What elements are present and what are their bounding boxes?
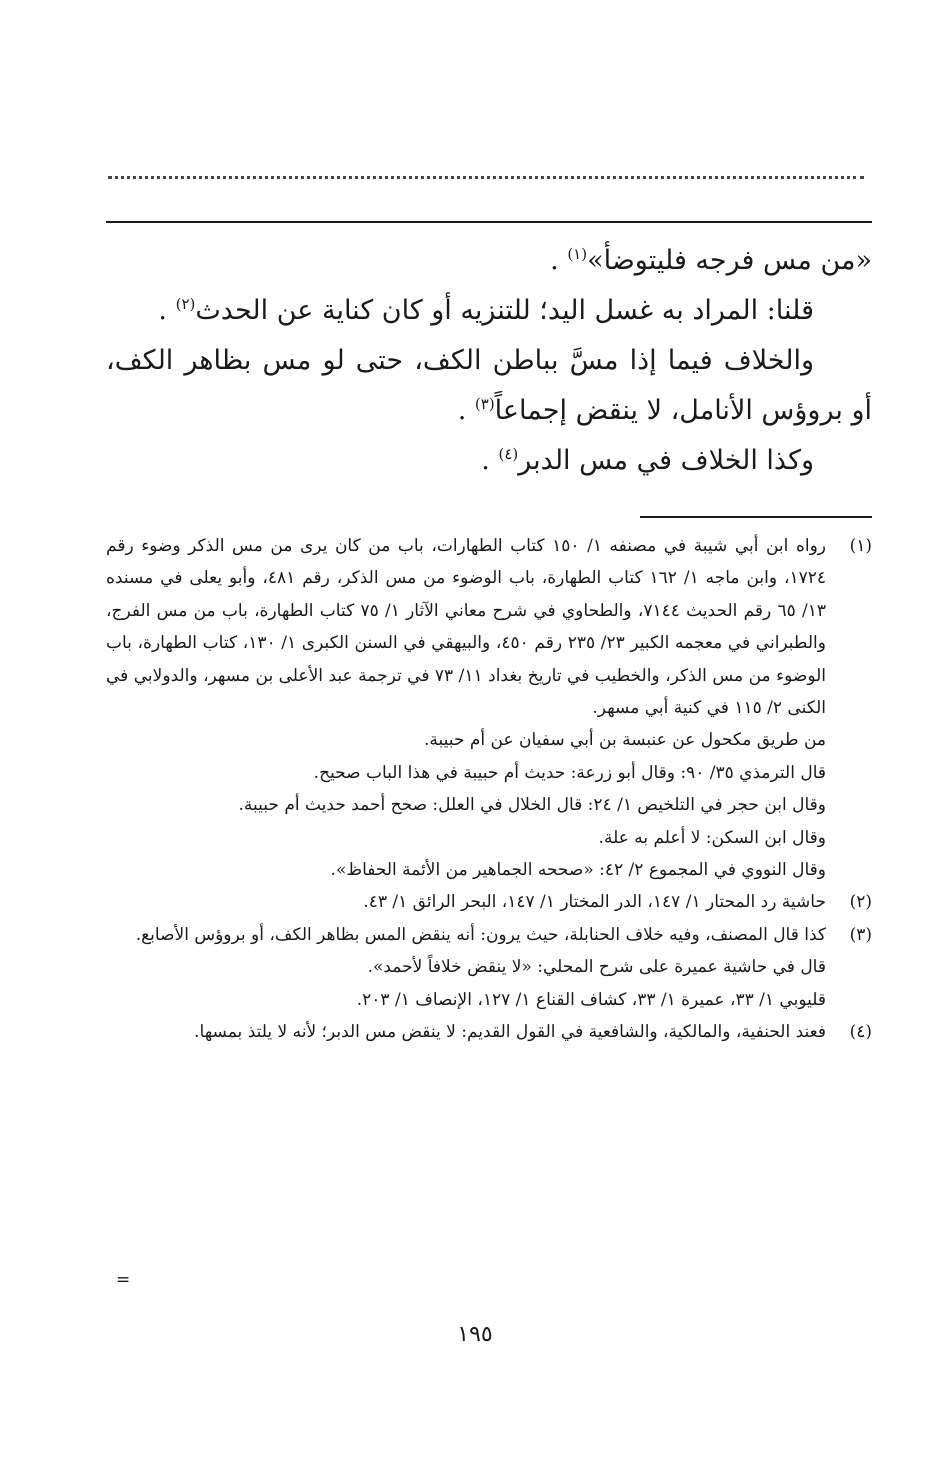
dotted-separator	[108, 176, 864, 179]
header-rule	[106, 221, 872, 223]
footnote-1	[106, 530, 872, 886]
footnote-number: (٢)	[849, 892, 872, 913]
footnote-rule	[640, 516, 872, 518]
footnote-line: حاشية رد المحتار ١/ ١٤٧، الدر المختار ١/ ١٤٧، البحر الرائق ١/ ٤٣.	[363, 892, 826, 913]
footnote-body	[106, 919, 826, 1016]
footnote-line: قال في حاشية عميرة على شرح المحلي: «لا ينقض خلافاً لأحمد».	[367, 957, 826, 978]
footnote-ref-2[interactable]: (٢)	[175, 295, 196, 313]
main-text	[106, 236, 872, 486]
footnote-3	[106, 919, 872, 1016]
footnote-line: قليوبي ١/ ٣٣، عميرة ١/ ٣٣، كشاف القناع ١/ ١٢٧، الإنصاف ١/ ٢٠٣.	[356, 989, 826, 1010]
footnote-line: كذا قال المصنف، وفيه خلاف الحنابلة، حيث يرون: أنه ينقض المس بظاهر الكف، أو بروؤس الأصابع.	[135, 924, 826, 945]
footnote-line: وقال النووي في المجموع ٢/ ٤٢: «صححه الجماهير من الأئمة الحفاظ».	[330, 860, 826, 881]
main-paragraph-3: والخلاف فيما إذا مسَّ بباطن الكف، حتى لو مس بظاهر الكف، أو بروؤس الأنامل، لا ينقض إجماعاً$^{(٣)}$ .	[106, 345, 872, 426]
footnote-number: (٤)	[849, 1022, 872, 1043]
footnote-body	[106, 1016, 826, 1048]
footnote-line: من طريق مكحول عن عنبسة بن أبي سفيان عن أم حبيبة.	[424, 730, 826, 751]
page-number: ١٩٥	[457, 1322, 493, 1347]
footnote-line: قال الترمذي ٣٥/ ٩٠: وقال أبو زرعة: حديث أم حبيبة في هذا الباب صحيح.	[313, 762, 826, 783]
continuation-mark: =	[116, 1270, 131, 1290]
main-paragraph-4: وكذا الخلاف في مس الدبر$^{(٤)}$ .	[481, 445, 814, 476]
footnote-body	[106, 530, 826, 886]
footnote-ref-1[interactable]: (١)	[567, 245, 588, 263]
footnote-2	[106, 886, 872, 918]
main-paragraph-1: «من مس فرجه فليتوضأ»$^{(١)}$ .	[550, 245, 872, 276]
footnote-ref-3[interactable]: (٣)	[474, 395, 495, 413]
footnote-4	[106, 1016, 872, 1048]
footnotes	[106, 530, 872, 1049]
footnote-line: وقال ابن السكن: لا أعلم به علة.	[598, 827, 826, 848]
footnote-line: وقال ابن حجر في التلخيص ١/ ٢٤: قال الخلال في العلل: صحح أحمد حديث أم حبيبة.	[238, 795, 826, 816]
footnote-line: فعند الحنفية، والمالكية، والشافعية في القول القديم: لا ينقض مس الدبر؛ لأنه لا يلتذ بمسها.	[194, 1022, 826, 1043]
footnote-number: (٣)	[849, 924, 872, 945]
footnote-line: رواه ابن أبي شيبة في مصنفه ١/ ١٥٠ كتاب الطهارات، باب من كان يرى من مس الذكر وضوء رقم ١٧٢٤، وابن ماجه ١/ ١٦٢ كتاب الطهارة، باب الوضوء من مس الذكر، رقم ٤٨١، وأبو يعلى في مسنده ١٣/ ٦٥ رقم الحديث ٧١٤٤، والطحاوي في شرح معاني الآثار ١/ ٧٥ كتاب الطهارة، باب من مس الفرج، والطبراني في معجمه الكبير ٢٣/ ٢٣٥ رقم ٤٥٠، والبيهقي في السنن الكبرى ١/ ١٣٠، كتاب الطهارة، باب الوضوء من مس الذكر، والخطيب في تاريخ بغداد ١١/ ٧٣ في ترجمة عبد الأعلى بن مسهر، والدولابي في الكنى ٢/ ١١٥ في كنية أبي مسهر.	[106, 536, 826, 719]
footnote-number: (١)	[849, 536, 872, 556]
footnote-body	[106, 886, 826, 918]
footnote-ref-4[interactable]: (٤)	[498, 445, 519, 463]
main-paragraph-2: قلنا: المراد به غسل اليد؛ للتنزيه أو كان كناية عن الحدث$^{(٢)}$ .	[158, 295, 814, 326]
